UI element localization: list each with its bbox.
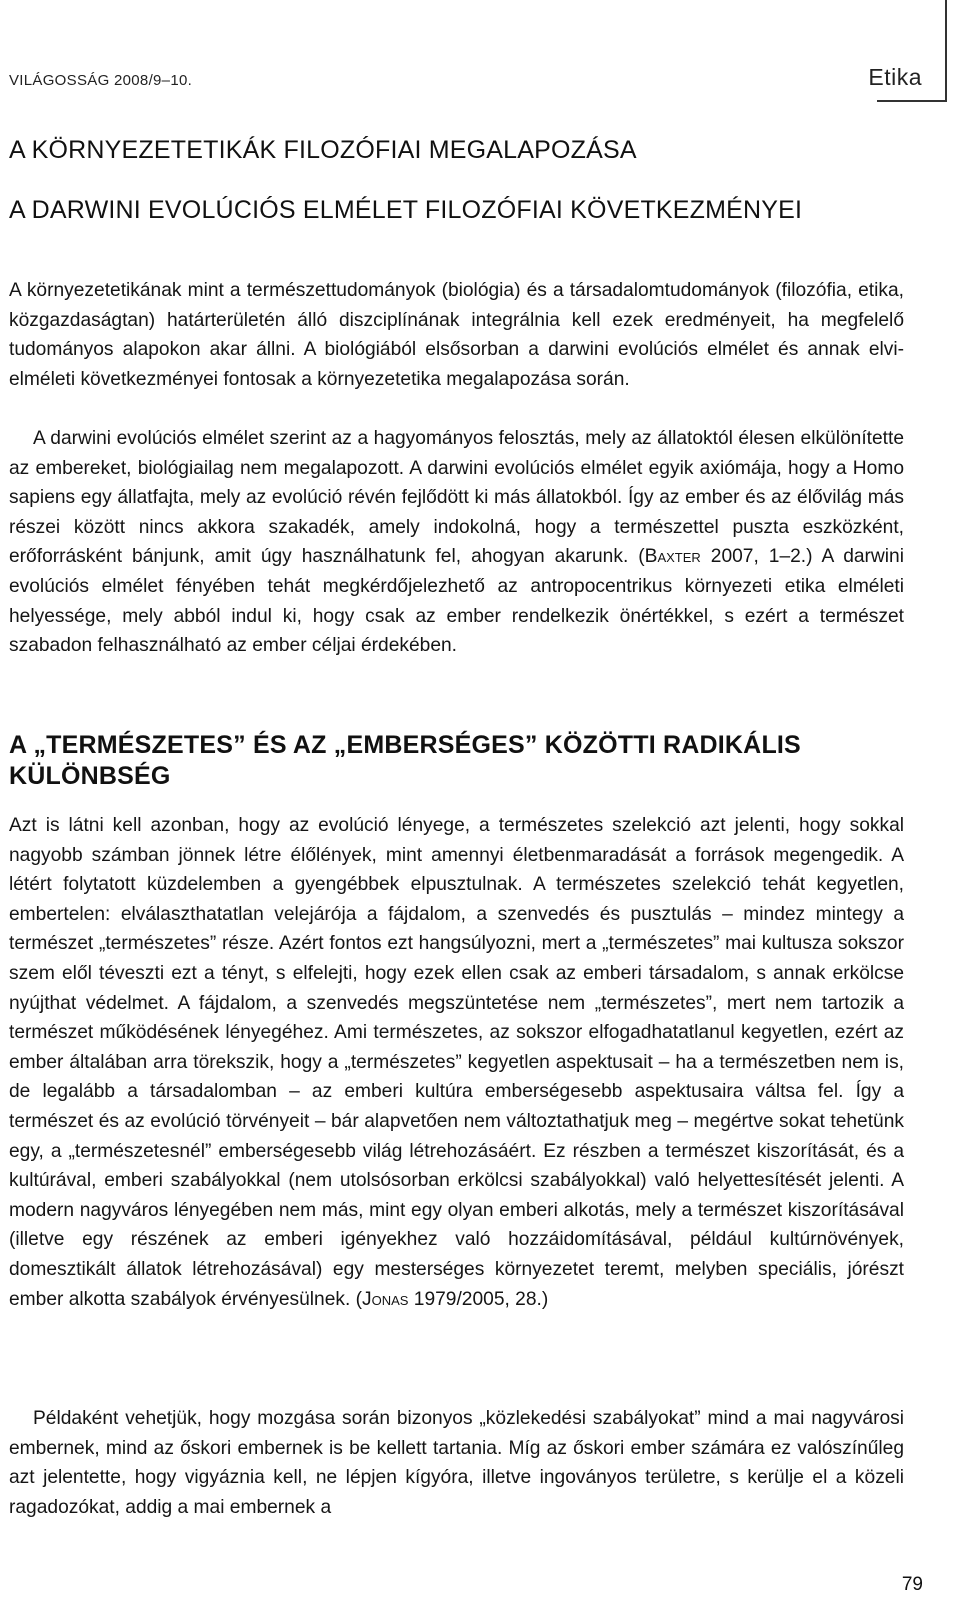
citation-author: Baxter xyxy=(644,546,701,568)
header-vertical-rule xyxy=(945,0,947,102)
paragraph-3-text: Azt is látni kell azonban, hogy az evolúció lényege, a természetes szelekció azt jelenti, hogy sokkal nagyobb számban jönnek létre élőlények, mint amennyi életbenmaradását a források megengedik. A létért folytatott küzdelemben a gyengébbek elpusztulnak. A természetes szelekció tehát kegyetlen, embertelen: elválaszthatatlan velejárója a fájdalom, a szenvedés és pusztulás – mindez mintegy a természet „természetes” része. Azért fontos ezt hangsúlyozni, mert a „természetes” mai kultusza sokszor szem elől téveszti ezt a tényt, s elfelejti, hogy ezek ellen csak az emberi társadalom, s annak erkölcse nyújthat védelmet. A fájdalom, a szenvedés megszüntetése nem „természetes”, mert nem tartozik a természet működésének lényegéhez. Ami természetes, az sokszor elfogadhatatlanul kegyetlen, ezért az ember általában arra törekszik, hogy a „természetes” kegyetlen aspektusait – ha a természetben nem is, de legalább a társadalomban – az emberi kultúra emberségesebb aspektusaira váltsa fel. Így a természet és az evolúció törvényeit – bár alapvetően nem változtathatjuk meg – megértve sokat tehetünk egy, a „természetesnél” emberségesebb világ létrehozásáért. Ez részben a természet kiszorítását, és a kultúrával, emberi szabályokkal (nem utolsósorban erkölcsi szabályokkal) való helyettesítését jelenti. A modern nagyváros lényegében nem más, mint egy olyan emberi alkotás, mely a természet kiszorításával (illetve egy részének az emberi igényekhez való hozzáidomításával, például kultúrnövények, domesztikált állatok létrehozásával) egy mesterséges környezetet teremt, melyben speciális, jórészt ember alkotta szabályok érvényesülnek. ( xyxy=(9,815,904,1310)
paragraph-4: Példaként vehetjük, hogy mozgása során bizonyos „közlekedési szabályokat” mind a mai nagyvárosi embernek, mind az őskori embernek is be kellett tartania. Míg az őskori ember számára ez valószínűleg azt jelentette, hogy vigyáznia kell, ne lépjen kígyóra, illetve ingoványos területre, s kerülje el a közeli ragadozókat, addig a mai embernek a xyxy=(9,1408,904,1518)
article-title: A KÖRNYEZETETIKÁK FILOZÓFIAI MEGALAPOZÁSA xyxy=(9,136,637,164)
paragraph-2 xyxy=(9,424,904,661)
paragraph-2-text: A darwini evolúciós elmélet szerint az a hagyományos felosztás, mely az állatoktól élesen elkülönítette az embereket, biológiailag nem megalapozott. A darwini evolúciós elmélet egyik axiómája, hogy a Homo sapiens egy állatfajta, mely az evolúció révén fejlődött ki más állatokból. Így az ember és az élővilág más részei között nincs akkora szakadék, amely indokolná, hogy a természettel puszta eszközként, erőforrásként bánjunk, amit úgy használhatunk fel, ahogyan akarunk. ( xyxy=(9,428,904,568)
paragraph-3-text-cont: 1979/2005, 28.) xyxy=(408,1288,549,1310)
header-horizontal-rule xyxy=(877,100,947,102)
citation-author: Jonas xyxy=(362,1288,409,1310)
section-label: Etika xyxy=(868,64,922,90)
section-heading-2: A „TERMÉSZETES” ÉS AZ „EMBERSÉGES” KÖZÖTTI RADIKÁLIS KÜLÖNBSÉG xyxy=(9,731,801,790)
section-heading-1: A DARWINI EVOLÚCIÓS ELMÉLET FILOZÓFIAI KÖVETKEZMÉNYEI xyxy=(9,196,803,224)
page-number: 79 xyxy=(901,1574,923,1595)
paragraph-1: A környezetetikának mint a természettudományok (biológia) és a társadalomtudományok (filozófia, etika, közgazdaságtan) határterületén álló diszciplínának integrálnia kell ezek eredményeit, ha megfelelő tudományos alapokon akar állni. A biológiából elsősorban a darwini evolúciós elmélet és annak elvi-elméleti következményei fontosak a környezetetika megalapozása során. xyxy=(9,280,904,390)
paragraph-2-text-cont: 2007, 1–2.) A darwini evolúciós elmélet fényében tehát megkérdőjelezhető az antropocentrikus környezeti etika elméleti helyessége, mely abból indul ki, hogy csak az ember rendelkezik önértékkel, s ezért a természet szabadon felhasználható az ember céljai érdekében. xyxy=(9,546,904,657)
paragraph-3 xyxy=(9,811,904,1314)
journal-header: VILÁGOSSÁG 2008/9–10. xyxy=(9,72,193,89)
